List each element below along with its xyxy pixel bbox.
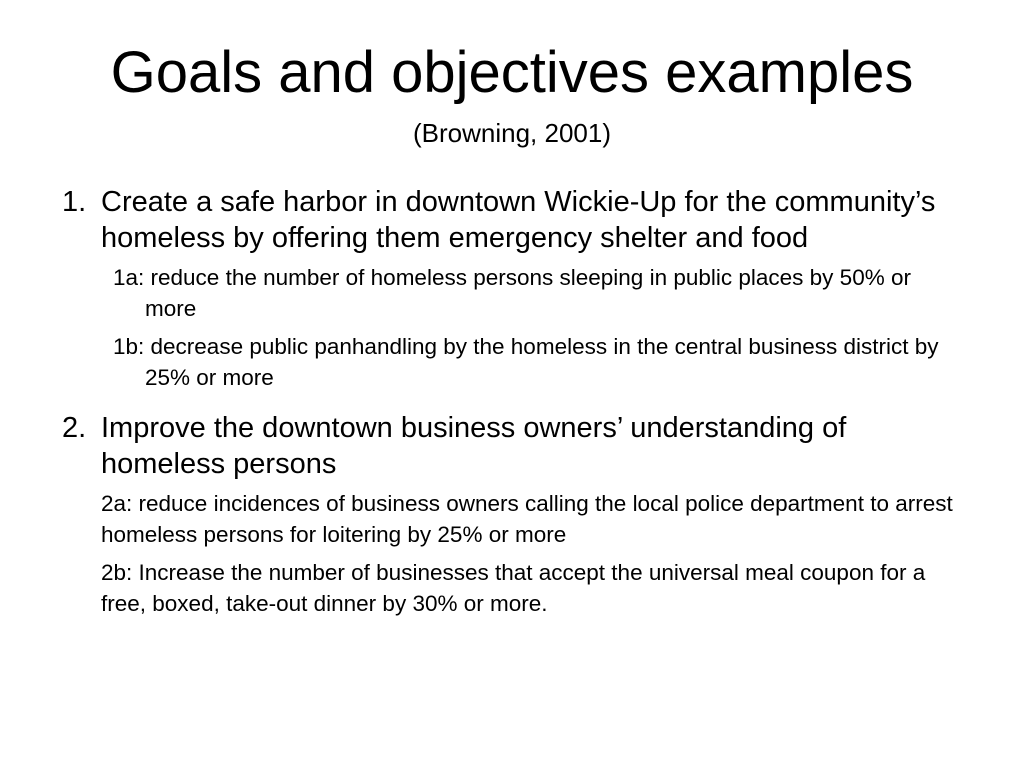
goal-number: 2.: [62, 412, 87, 444]
goal-item: [62, 184, 962, 256]
slide-subtitle: (Browning, 2001): [413, 118, 611, 148]
objective-item: 1b: decrease public panhandling by the homeless in the central business district by 25% or more: [113, 334, 939, 390]
slide-title: Goals and objectives examples: [110, 40, 914, 105]
goal-item: [62, 410, 962, 482]
goal-text: Improve the downtown business owners’ understanding of homeless persons: [101, 412, 847, 480]
goal-number: 1.: [62, 186, 87, 218]
objective-item: 2a: reduce incidences of business owners calling the local police department to arrest homeless persons for loitering by 25% or more: [101, 491, 953, 547]
goal-text: Create a safe harbor in downtown Wickie-Up for the community’s homeless by offering them emergency shelter and food: [101, 186, 936, 254]
goals-list: [62, 184, 962, 619]
objective-item: 1a: reduce the number of homeless persons sleeping in public places by 50% or more: [113, 265, 911, 321]
objective-item: 2b: Increase the number of businesses that accept the universal meal coupon for a free, boxed, take-out dinner by 30% or more.: [101, 560, 926, 616]
